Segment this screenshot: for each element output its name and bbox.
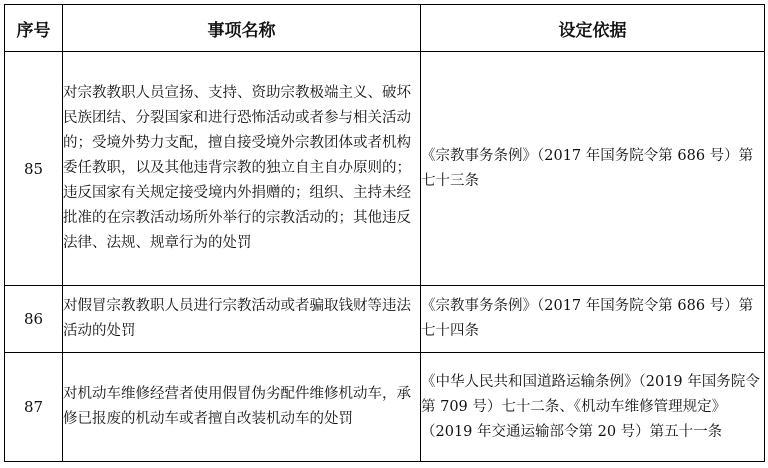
row-legal-basis: 《中华人民共和国道路运输条例》（2019 年国务院令第 709 号）七十二条、《机动车维修管理规定》（2019 年交通运输部令第 20 号）第五十一条 (421, 353, 765, 462)
table-row (5, 286, 765, 353)
table-row (5, 52, 765, 286)
header-serial-number: 序号 (5, 5, 63, 52)
row-item-name: 对假冒宗教教职人员进行宗教活动或者骗取钱财等违法活动的处罚 (63, 286, 421, 353)
row-serial-number: 86 (5, 286, 63, 353)
row-serial-number: 87 (5, 353, 63, 462)
regulation-table (4, 4, 765, 462)
row-legal-basis: 《宗教事务条例》（2017 年国务院令第 686 号）第七十四条 (421, 286, 765, 353)
row-legal-basis: 《宗教事务条例》（2017 年国务院令第 686 号）第七十三条 (421, 52, 765, 286)
header-legal-basis: 设定依据 (421, 5, 765, 52)
row-serial-number: 85 (5, 52, 63, 286)
row-item-name: 对机动车维修经营者使用假冒伪劣配件维修机动车，承修已报废的机动车或者擅自改装机动车的处罚 (63, 353, 421, 462)
row-item-name: 对宗教教职人员宣扬、支持、资助宗教极端主义、破坏民族团结、分裂国家和进行恐怖活动或者参与相关活动的；受境外势力支配，擅自接受境外宗教团体或者机构委任教职，以及其他违背宗教的独立自主自办原则的；违反国家有关规定接受境内外捐赠的；组织、主持未经批准的在宗教活动场所外举行的宗教活动的；其他违反法律、法规、规章行为的处罚 (63, 52, 421, 286)
header-item-name: 事项名称 (63, 5, 421, 52)
table-row (5, 353, 765, 462)
table-header-row (5, 5, 765, 52)
